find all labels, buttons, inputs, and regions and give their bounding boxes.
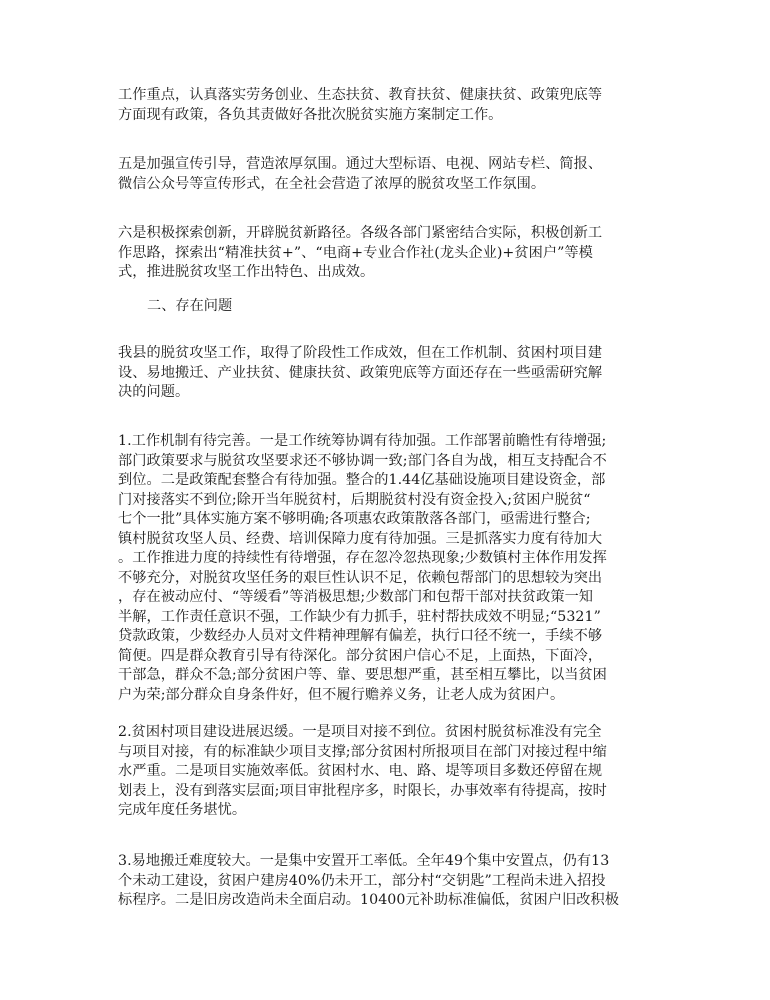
text-line: 2.贫困村项目建设进展迟缓。一是项目对接不到位。贫困村脱贫标准没有完全 bbox=[118, 724, 602, 740]
text-line: 设、易地搬迁、产业扶贫、健康扶贫、政策兜底等方面还存在一些亟需研究解 bbox=[118, 364, 603, 381]
text-line: 六是积极探索创新，开辟脱贫新路径。各级各部门紧密结合实际，积极创新工 bbox=[118, 225, 603, 241]
text-line: 不够充分，对脱贫攻坚任务的艰巨性认识不足，依赖包帮部门的思想较为突出 bbox=[118, 569, 603, 586]
text-line: ，存在被动应付、“等缓看”等消极思想;少数部门和包帮干部对扶贫政策一知 bbox=[118, 589, 594, 605]
text-line: 半解，工作责任意识不强，工作缺少有力抓手，驻村帮扶成效不明显;“5321” bbox=[118, 608, 601, 625]
text-line: 工作重点，认真落实劳务创业、生态扶贫、教育扶贫、健康扶贫、政策兜底等 bbox=[118, 87, 603, 103]
text-line: 水严重。二是项目实施效率低。贫困村水、电、路、堤等项目多数还停留在规 bbox=[118, 763, 603, 779]
text-line: 简便。四是群众教育引导有待深化。部分贫困户信心不足，上面热，下面冷， bbox=[118, 647, 603, 664]
text-line: 门对接落实不到位;除开当年脱贫村，后期脱贫村没有资金投入;贫困户脱贫“ bbox=[118, 491, 591, 508]
text-line: 户为荣;部分群众自身条件好，但不履行赡养义务，让老人成为贫困户。 bbox=[118, 686, 565, 703]
paragraph-relocation bbox=[118, 852, 658, 911]
paragraph-work-mechanism bbox=[118, 432, 658, 705]
text-line: 到位。二是政策配套整合有待加强。整合的1.44亿基础设施项目建设资金，部 bbox=[118, 472, 606, 488]
text-line: 标程序。二是旧房改造尚未全面启动。10400元补助标准偏低，贫困户旧改积极 bbox=[118, 892, 619, 908]
text-line: 五是加强宣传引导，营造浓厚氛围。通过大型标语、电视、网站专栏、简报、 bbox=[118, 156, 603, 172]
text-line: 1.工作机制有待完善。一是工作统筹协调有待加强。工作部署前瞻性有待增强; bbox=[118, 433, 607, 449]
text-line: 划表上，没有到落实层面;项目审批程序多，时限长，办事效率有待提高，按时 bbox=[118, 782, 607, 799]
text-line: 完成年度任务堪忧。 bbox=[118, 802, 247, 818]
text-line: 七个一批”具体实施方案不够明确;各项惠农政策散落各部门，亟需进行整合; bbox=[118, 511, 591, 527]
text-line: 作思路，探索出“精准扶贫+”、“电商+专业合作社(龙头企业)+贫困户”等模 bbox=[118, 244, 593, 261]
text-line: 部门政策要求与脱贫攻坚要求还不够协调一致;部门各自为战，相互支持配合不 bbox=[118, 452, 607, 469]
text-line: 微信公众号等宣传形式，在全社会营造了浓厚的脱贫攻坚工作氛围。 bbox=[118, 175, 546, 192]
text-line: 镇村脱贫攻坚人员、经费、培训保障力度有待加强。三是抓落实力度有待加大 bbox=[118, 530, 603, 547]
paragraph-innovation bbox=[118, 224, 658, 283]
paragraph-overview bbox=[118, 344, 658, 403]
text-line: 个未动工建设，贫困户建房40%仍未开工，部分村“交钥匙”工程尚未进入招投 bbox=[118, 872, 606, 889]
paragraph-work-focus bbox=[118, 86, 658, 125]
text-line: 3.易地搬迁难度较大。一是集中安置开工率低。全年49个集中安置点，仍有13 bbox=[118, 853, 610, 869]
text-line: 我县的脱贫攻坚工作，取得了阶段性工作成效，但在工作机制、贫困村项目建 bbox=[118, 345, 603, 361]
text-line: 干部急，群众不急;部分贫困户等、靠、要思想严重，甚至相互攀比，以当贫困 bbox=[118, 667, 607, 683]
text-line: 贷款政策，少数经办人员对文件精神理解有偏差，执行口径不统一，手续不够 bbox=[118, 628, 603, 644]
text-line: 方面现有政策，各负其责做好各批次脱贫实施方案制定工作。 bbox=[118, 106, 503, 123]
text-line: 决的问题。 bbox=[118, 384, 190, 400]
text-line: 。工作推进力度的持续性有待增强，存在忽冷忽热现象;少数镇村主体作用发挥 bbox=[118, 550, 607, 566]
section-heading: 二、存在问题 bbox=[147, 298, 233, 314]
paragraph-village-projects bbox=[118, 723, 658, 821]
paragraph-publicity bbox=[118, 155, 658, 194]
text-line: 式，推进脱贫攻坚工作出特色、出成效。 bbox=[118, 264, 375, 280]
text-line: 与项目对接，有的标准缺少项目支撑;部分贫困村所报项目在部门对接过程中缩 bbox=[118, 743, 607, 760]
